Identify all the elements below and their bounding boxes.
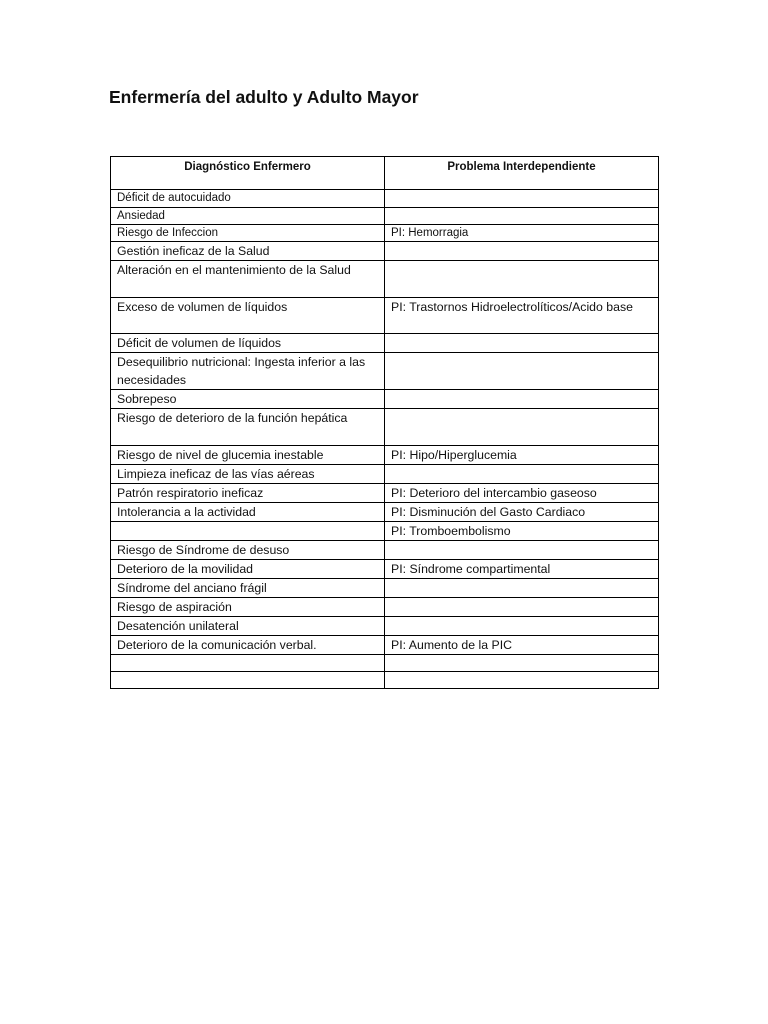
problem-cell: PI: Deterioro del intercambio gaseoso xyxy=(385,484,659,503)
problem-cell xyxy=(385,353,659,390)
table-row xyxy=(111,503,659,522)
problem-cell xyxy=(385,465,659,484)
problem-cell xyxy=(385,390,659,409)
page-title: Enfermería del adulto y Adulto Mayor xyxy=(109,87,419,107)
problem-cell: PI: Hipo/Hiperglucemia xyxy=(385,446,659,465)
table-row xyxy=(111,446,659,465)
problem-cell xyxy=(385,672,659,689)
diagnosis-cell: Riesgo de Infeccion xyxy=(111,225,385,242)
problem-cell xyxy=(385,541,659,560)
table-row xyxy=(111,560,659,579)
table-row xyxy=(111,298,659,334)
problem-cell xyxy=(385,334,659,353)
column-header-diagnostico: Diagnóstico Enfermero xyxy=(111,157,385,190)
problem-cell xyxy=(385,617,659,636)
diagnosis-cell: Sobrepeso xyxy=(111,390,385,409)
table-row xyxy=(111,261,659,298)
table-row xyxy=(111,579,659,598)
table-row xyxy=(111,225,659,242)
diagnosis-cell: Gestión ineficaz de la Salud xyxy=(111,242,385,261)
table-row xyxy=(111,390,659,409)
problem-cell xyxy=(385,208,659,225)
diagnosis-cell xyxy=(111,522,385,541)
table-row xyxy=(111,334,659,353)
table-row xyxy=(111,655,659,672)
problem-cell xyxy=(385,261,659,298)
diagnosis-cell: Déficit de autocuidado xyxy=(111,190,385,208)
problem-cell xyxy=(385,190,659,208)
table-row xyxy=(111,208,659,225)
diagnosis-cell: Riesgo de Síndrome de desuso xyxy=(111,541,385,560)
diagnosis-cell: Riesgo de nivel de glucemia inestable xyxy=(111,446,385,465)
diagnosis-cell: Riesgo de aspiración xyxy=(111,598,385,617)
diagnosis-cell: Alteración en el mantenimiento de la Salud xyxy=(111,261,385,298)
problem-cell: PI: Tromboembolismo xyxy=(385,522,659,541)
table-row xyxy=(111,598,659,617)
diagnosis-cell: Patrón respiratorio ineficaz xyxy=(111,484,385,503)
diagnosis-cell: Intolerancia a la actividad xyxy=(111,503,385,522)
diagnosis-cell xyxy=(111,672,385,689)
problem-cell xyxy=(385,242,659,261)
table-row xyxy=(111,409,659,446)
diagnosis-cell: Exceso de volumen de líquidos xyxy=(111,298,385,334)
table-row xyxy=(111,190,659,208)
diagnosis-cell: Ansiedad xyxy=(111,208,385,225)
problem-cell: PI: Disminución del Gasto Cardiaco xyxy=(385,503,659,522)
problem-cell xyxy=(385,409,659,446)
problem-cell: PI: Hemorragia xyxy=(385,225,659,242)
table-row xyxy=(111,353,659,390)
problem-cell: PI: Síndrome compartimental xyxy=(385,560,659,579)
table-row xyxy=(111,617,659,636)
table-header-row xyxy=(111,157,659,190)
diagnosis-cell: Déficit de volumen de líquidos xyxy=(111,334,385,353)
diagnosis-cell xyxy=(111,655,385,672)
problem-cell xyxy=(385,579,659,598)
table-row xyxy=(111,242,659,261)
problem-cell xyxy=(385,655,659,672)
diagnosis-cell: Desequilibrio nutricional: Ingesta inferior a las necesidades xyxy=(111,353,385,390)
diagnosis-table xyxy=(110,156,659,689)
problem-cell xyxy=(385,598,659,617)
table-row xyxy=(111,484,659,503)
column-header-problema: Problema Interdependiente xyxy=(385,157,659,190)
diagnosis-cell: Deterioro de la movilidad xyxy=(111,560,385,579)
diagnosis-cell: Deterioro de la comunicación verbal. xyxy=(111,636,385,655)
diagnosis-cell: Riesgo de deterioro de la función hepática xyxy=(111,409,385,446)
problem-cell: PI: Aumento de la PIC xyxy=(385,636,659,655)
table-row xyxy=(111,672,659,689)
diagnosis-cell: Limpieza ineficaz de las vías aéreas xyxy=(111,465,385,484)
table-row xyxy=(111,522,659,541)
table-row xyxy=(111,636,659,655)
diagnosis-cell: Síndrome del anciano frágil xyxy=(111,579,385,598)
table-row xyxy=(111,465,659,484)
table-row xyxy=(111,541,659,560)
problem-cell: PI: Trastornos Hidroelectrolíticos/Acido base xyxy=(385,298,659,334)
diagnosis-cell: Desatención unilateral xyxy=(111,617,385,636)
